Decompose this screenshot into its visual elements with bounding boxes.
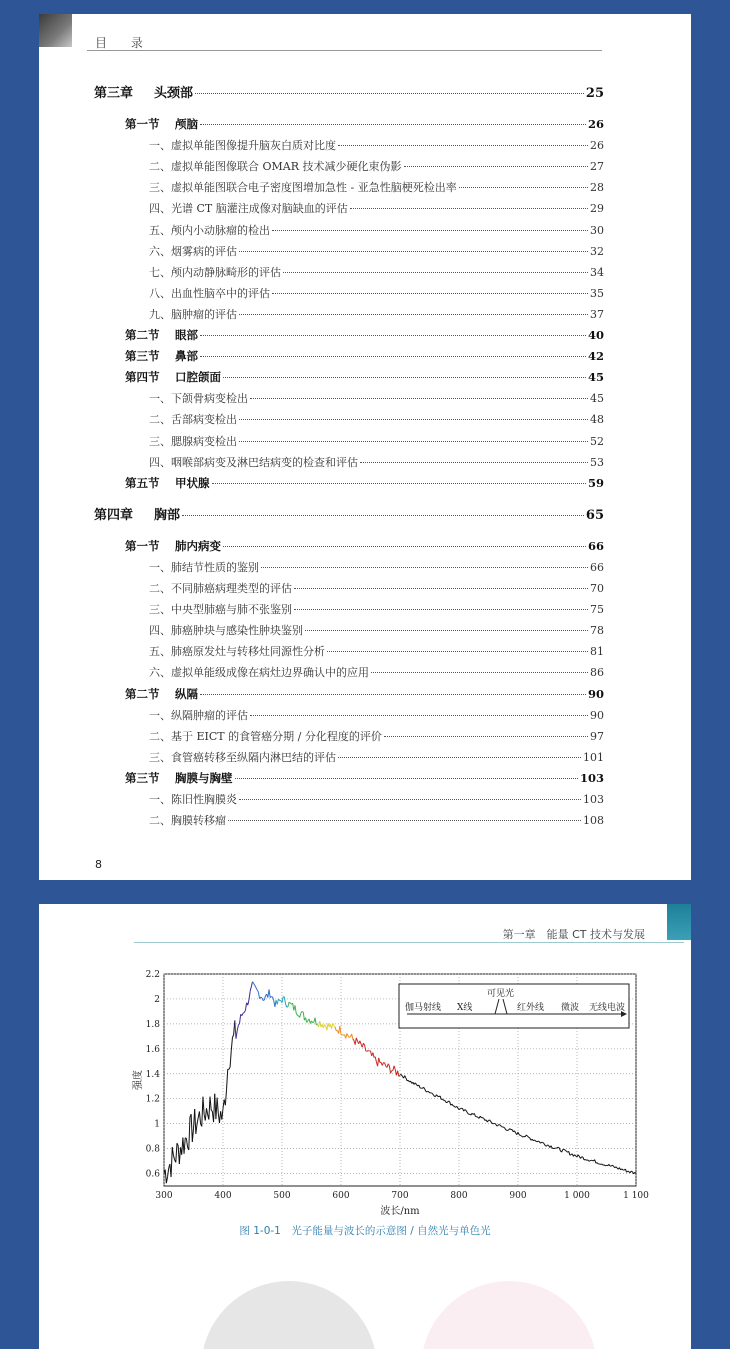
toc-title: 颅脑 bbox=[175, 117, 198, 131]
toc-number: 第一节 bbox=[125, 538, 160, 553]
spectrum-line-segment bbox=[628, 1171, 629, 1172]
toc-item bbox=[149, 306, 604, 322]
toc-item bbox=[149, 222, 604, 238]
spectrum-line-segment bbox=[523, 1136, 524, 1137]
toc-item bbox=[149, 728, 604, 744]
dot-leader bbox=[294, 609, 588, 610]
toc-page-number: 32 bbox=[590, 244, 604, 258]
people-crowd-gray-illustration bbox=[189, 1259, 389, 1349]
dot-leader bbox=[404, 166, 589, 167]
y-tick-label: 0.6 bbox=[145, 1169, 160, 1180]
toc-item bbox=[149, 791, 604, 807]
toc-item bbox=[149, 664, 604, 680]
dot-leader bbox=[239, 799, 581, 800]
toc-title: 八、出血性脑卒中的评估 bbox=[149, 286, 270, 300]
corner-accent bbox=[667, 904, 691, 940]
toc-item bbox=[149, 580, 604, 596]
people-crowd-color-illustration bbox=[409, 1259, 609, 1349]
toc-page-number: 90 bbox=[587, 686, 604, 701]
toc-page-number: 75 bbox=[590, 603, 604, 617]
spectrum-line-segment bbox=[302, 1011, 303, 1012]
toc-item bbox=[149, 433, 604, 449]
page-header-label: 目 录 bbox=[95, 36, 153, 50]
toc-page-number: 26 bbox=[587, 117, 604, 131]
spectrum-line-segment bbox=[263, 1000, 264, 1001]
dot-leader bbox=[223, 546, 586, 547]
spectrum-line-segment bbox=[477, 1117, 478, 1118]
x-tick-label: 1 000 bbox=[564, 1191, 590, 1201]
spectrum-legend-label: 无线电波 bbox=[589, 1003, 626, 1013]
toc-title: 九、脑肿瘤的评估 bbox=[149, 307, 237, 321]
dot-leader bbox=[272, 230, 588, 231]
x-tick-label: 500 bbox=[273, 1191, 291, 1201]
toc-title: 六、烟雾病的评估 bbox=[149, 244, 237, 258]
dot-leader bbox=[250, 398, 588, 399]
toc-page-number: 34 bbox=[590, 265, 604, 279]
y-tick-label: 1.6 bbox=[145, 1044, 160, 1055]
spectrum-line-segment bbox=[243, 1013, 244, 1014]
toc-number: 第四节 bbox=[125, 370, 160, 385]
toc-chapter bbox=[94, 82, 604, 101]
toc-section bbox=[125, 327, 604, 343]
toc-item bbox=[149, 643, 604, 659]
toc-item bbox=[149, 559, 604, 575]
spectrum-line-segment bbox=[548, 1145, 549, 1146]
x-tick-label: 900 bbox=[509, 1191, 527, 1201]
y-axis-label: 强度 bbox=[133, 1070, 144, 1090]
dot-leader bbox=[360, 462, 588, 463]
toc-title: 三、食管癌转移至纵隔内淋巴结的评估 bbox=[149, 750, 336, 764]
dot-leader bbox=[200, 356, 586, 357]
toc-page-number: 30 bbox=[590, 223, 604, 237]
toc-page-number: 28 bbox=[590, 181, 604, 195]
toc-page-number: 66 bbox=[587, 538, 604, 553]
toc-title: 四、光谱 CT 脑灌注成像对脑缺血的评估 bbox=[149, 202, 348, 216]
toc-title: 肺内病变 bbox=[175, 538, 221, 553]
dot-leader bbox=[235, 778, 578, 779]
dot-leader bbox=[294, 588, 588, 589]
spectrum-legend-label: 微波 bbox=[561, 1003, 580, 1013]
dot-leader bbox=[371, 672, 588, 673]
toc-title: 一、虚拟单能图像提升脑灰白质对比度 bbox=[149, 139, 336, 153]
toc-item bbox=[149, 390, 604, 406]
toc-section bbox=[125, 538, 604, 554]
dot-leader bbox=[200, 124, 586, 125]
toc-title: 四、咽喉部病变及淋巴结病变的检查和评估 bbox=[149, 455, 358, 469]
toc-page-number: 25 bbox=[585, 86, 604, 101]
spectrum-line-segment bbox=[483, 1118, 484, 1119]
toc-section bbox=[125, 686, 604, 702]
spectrum-line-segment bbox=[558, 1147, 559, 1148]
toc-title: 五、肺癌原发灶与转移灶同源性分析 bbox=[149, 645, 325, 659]
toc-page-number: 90 bbox=[590, 708, 604, 722]
toc-page-number: 103 bbox=[579, 770, 604, 785]
toc-number: 第四章 bbox=[94, 507, 134, 523]
toc-title: 一、肺结节性质的鉴别 bbox=[149, 560, 259, 574]
toc-title: 甲状腺 bbox=[175, 475, 210, 490]
x-tick-label: 700 bbox=[391, 1191, 409, 1201]
spectrum-line-segment bbox=[349, 1037, 350, 1038]
header-rule bbox=[134, 942, 684, 943]
toc-page-number: 35 bbox=[590, 286, 604, 300]
spectrum-line-segment bbox=[536, 1141, 537, 1142]
dot-leader bbox=[182, 515, 584, 516]
x-tick-label: 800 bbox=[450, 1191, 468, 1201]
toc-title: 二、不同肺癌病理类型的评估 bbox=[149, 582, 292, 595]
toc-title: 口腔颌面 bbox=[175, 370, 221, 385]
toc-item bbox=[149, 137, 604, 153]
toc-page-number: 103 bbox=[583, 793, 604, 806]
spectrum-chart bbox=[129, 966, 649, 1217]
y-tick-label: 1.8 bbox=[145, 1019, 160, 1030]
toc-item bbox=[149, 285, 604, 301]
toc-page-number: 48 bbox=[590, 413, 604, 427]
toc-page-number: 59 bbox=[587, 475, 604, 490]
dot-leader bbox=[239, 441, 588, 442]
toc-page-number: 108 bbox=[583, 814, 604, 828]
toc-item bbox=[149, 707, 604, 723]
toc-page-number: 81 bbox=[590, 645, 604, 659]
toc-title: 四、肺癌肿块与感染性肿块鉴别 bbox=[149, 624, 303, 638]
x-tick-label: 300 bbox=[155, 1191, 173, 1201]
running-header: 第一章 能量 CT 技术与发展 bbox=[502, 928, 645, 941]
toc-title: 三、中央型肺癌与肺不张鉴别 bbox=[149, 603, 292, 617]
toc-title: 五、颅内小动脉瘤的检出 bbox=[149, 223, 270, 237]
spectrum-line-segment bbox=[297, 1015, 298, 1016]
spectrum-line-segment bbox=[537, 1141, 538, 1142]
toc-title: 二、舌部病变检出 bbox=[149, 413, 237, 427]
toc-title: 二、虚拟单能图像联合 OMAR 技术减少硬化束伪影 bbox=[149, 160, 402, 174]
spectrum-legend-label: X线 bbox=[457, 1003, 473, 1013]
dot-leader bbox=[283, 272, 588, 273]
toc-number: 第三节 bbox=[125, 349, 160, 364]
dot-leader bbox=[261, 567, 588, 568]
toc-item bbox=[149, 812, 604, 828]
toc-title: 一、下颌骨病变检出 bbox=[149, 392, 248, 406]
toc-title: 一、陈旧性胸膜炎 bbox=[149, 793, 237, 806]
toc-page-number: 97 bbox=[590, 729, 604, 743]
toc-item bbox=[149, 622, 604, 638]
header-rule bbox=[87, 50, 602, 51]
toc-item bbox=[149, 264, 604, 280]
dot-leader bbox=[212, 483, 586, 484]
dot-leader bbox=[200, 335, 586, 336]
spectrum-line-segment bbox=[585, 1159, 586, 1160]
toc-section bbox=[125, 116, 604, 132]
toc-item bbox=[149, 179, 604, 195]
toc-title: 二、基于 EICT 的食管癌分期 / 分化程度的评价 bbox=[149, 729, 382, 743]
corner-decoration bbox=[39, 14, 72, 47]
spectrum-line-segment bbox=[570, 1155, 571, 1156]
toc-title: 头颈部 bbox=[154, 86, 194, 101]
x-tick-label: 400 bbox=[214, 1191, 232, 1201]
toc-title: 一、纵隔肿瘤的评估 bbox=[149, 708, 248, 722]
page-number: 8 bbox=[95, 858, 102, 871]
toc-page-number: 40 bbox=[587, 328, 604, 342]
dot-leader bbox=[350, 208, 588, 209]
toc-title: 胸膜与胸壁 bbox=[175, 770, 233, 785]
dot-leader bbox=[195, 93, 584, 94]
toc-title: 七、颅内动静脉畸形的评估 bbox=[149, 265, 281, 279]
dot-leader bbox=[239, 251, 588, 252]
toc-page-number: 65 bbox=[585, 507, 604, 523]
dot-leader bbox=[327, 651, 588, 652]
x-axis-label: 波长/nm bbox=[380, 1206, 420, 1217]
dot-leader bbox=[223, 377, 586, 378]
toc-page-number: 45 bbox=[587, 370, 604, 385]
dot-leader bbox=[200, 694, 586, 695]
spectrum-legend-label: 伽马射线 bbox=[405, 1003, 442, 1013]
dot-leader bbox=[459, 187, 588, 188]
dot-leader bbox=[338, 757, 581, 758]
toc-title: 鼻部 bbox=[175, 349, 198, 364]
toc-page-number: 66 bbox=[590, 560, 604, 574]
toc-item bbox=[149, 411, 604, 427]
toc-number: 第一节 bbox=[125, 117, 160, 131]
dot-leader bbox=[384, 736, 588, 737]
toc-chapter bbox=[94, 504, 604, 523]
y-tick-label: 1.4 bbox=[145, 1069, 160, 1080]
dot-leader bbox=[239, 419, 588, 420]
toc-title: 眼部 bbox=[175, 328, 198, 342]
spectrum-line-segment bbox=[529, 1137, 530, 1138]
dot-leader bbox=[228, 820, 581, 821]
toc-title: 二、胸膜转移瘤 bbox=[149, 814, 226, 828]
dot-leader bbox=[305, 630, 588, 631]
toc-number: 第二节 bbox=[125, 686, 160, 701]
toc-page bbox=[39, 14, 691, 880]
toc-title: 六、虚拟单能级成像在病灶边界确认中的应用 bbox=[149, 666, 369, 680]
y-tick-label: 1.2 bbox=[145, 1094, 160, 1105]
spectrum-line-segment bbox=[453, 1106, 454, 1107]
y-tick-label: 2 bbox=[154, 994, 160, 1005]
dot-leader bbox=[239, 314, 588, 315]
toc-title: 三、虚拟单能图联合电子密度图增加急性 - 亚急性脑梗死检出率 bbox=[149, 181, 457, 195]
toc-section bbox=[125, 348, 604, 364]
toc-title: 三、腮腺病变检出 bbox=[149, 434, 237, 448]
toc-page-number: 53 bbox=[590, 455, 604, 469]
toc-item bbox=[149, 200, 604, 216]
toc-page-number: 86 bbox=[590, 666, 604, 680]
toc-item bbox=[149, 749, 604, 765]
toc-title: 胸部 bbox=[154, 507, 181, 523]
toc-page-number: 26 bbox=[590, 139, 604, 153]
toc-page-number: 42 bbox=[587, 349, 604, 364]
spectrum-line-segment bbox=[519, 1135, 520, 1136]
spectrum-line-segment bbox=[367, 1051, 368, 1052]
y-tick-label: 2.2 bbox=[145, 970, 160, 980]
toc-number: 第三节 bbox=[125, 770, 160, 785]
y-tick-label: 0.8 bbox=[145, 1144, 160, 1155]
toc-page-number: 70 bbox=[590, 582, 604, 595]
spectrum-line-segment bbox=[565, 1150, 566, 1151]
x-tick-label: 600 bbox=[332, 1191, 350, 1201]
toc-number: 第三章 bbox=[94, 86, 134, 101]
toc-title: 纵隔 bbox=[175, 686, 198, 701]
toc-number: 第二节 bbox=[125, 328, 160, 342]
dot-leader bbox=[338, 145, 588, 146]
toc-page-number: 101 bbox=[583, 750, 604, 764]
x-tick-label: 1 100 bbox=[623, 1191, 649, 1201]
toc-item bbox=[149, 158, 604, 174]
content-page bbox=[39, 904, 691, 1349]
toc-page-number: 52 bbox=[590, 434, 604, 448]
spectrum-line-segment bbox=[499, 1124, 500, 1125]
spectrum-line-segment bbox=[590, 1160, 591, 1161]
toc-item bbox=[149, 454, 604, 470]
toc-page-number: 37 bbox=[590, 307, 604, 321]
spectrum-line-segment bbox=[631, 1171, 632, 1172]
toc-item bbox=[149, 601, 604, 617]
spectrum-legend-label: 红外线 bbox=[517, 1003, 545, 1013]
toc-section bbox=[125, 369, 604, 385]
figure-caption: 图 1-0-1 光子能量与波长的示意图 / 自然光与单色光 bbox=[239, 1225, 491, 1237]
toc-section bbox=[125, 475, 604, 491]
y-tick-label: 1 bbox=[154, 1119, 160, 1130]
dot-leader bbox=[272, 293, 588, 294]
toc-item bbox=[149, 243, 604, 259]
toc-page-number: 29 bbox=[590, 202, 604, 216]
toc-page-number: 78 bbox=[590, 624, 604, 638]
toc-page-number: 27 bbox=[590, 160, 604, 174]
dot-leader bbox=[250, 715, 588, 716]
toc-number: 第五节 bbox=[125, 475, 160, 490]
toc-page-number: 45 bbox=[590, 392, 604, 406]
spectrum-line-segment bbox=[185, 1138, 186, 1139]
toc-section bbox=[125, 770, 604, 786]
spectrum-legend-label: 可见光 bbox=[487, 989, 515, 999]
